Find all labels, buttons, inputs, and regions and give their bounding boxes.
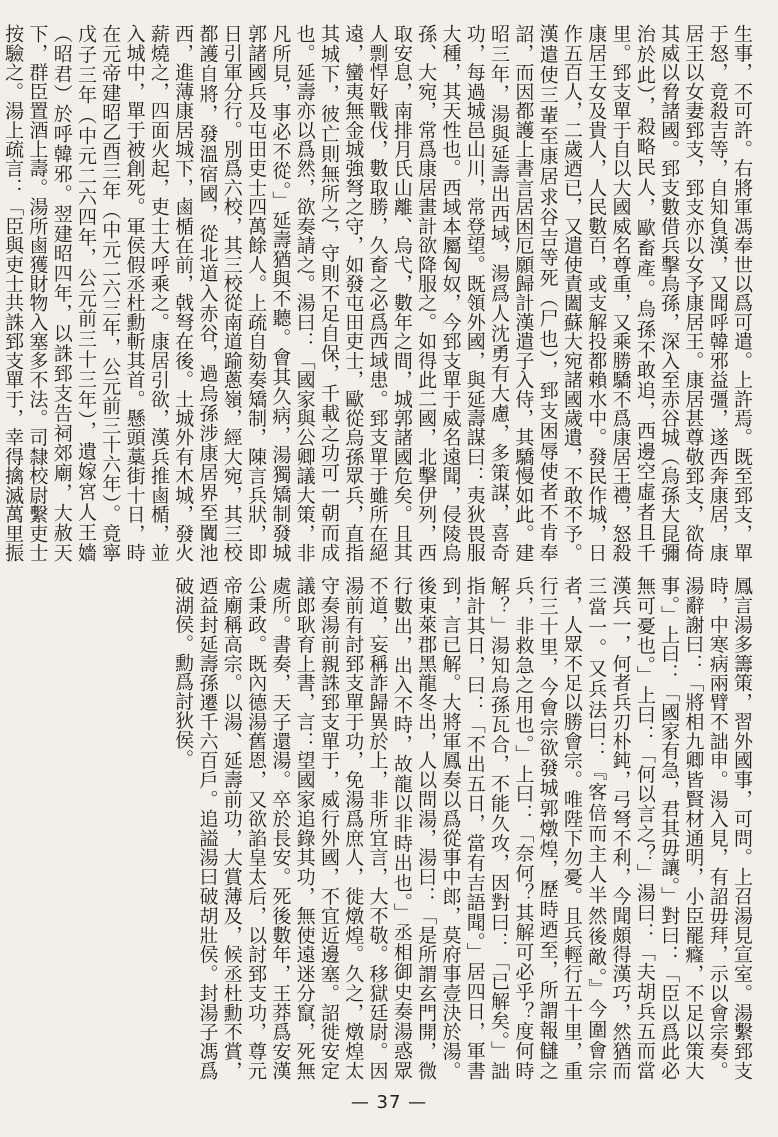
- upper-text-block: 生事，不可許。右將軍馮奉世以爲可遣。上許焉。既至郅支，單于怒，竟殺吉等，自知負漢，又聞呼韓邪益彊，遂西奔康居，康居王以女妻郅支，郅支亦以女予康居王。康居甚尊敬郅支，欲倚其威以脅諸國。郅支數借兵擊烏孫，深入至赤谷城（烏孫大昆彌治於此），殺略民人，歐畜產。烏孫不敢追，西邊空虛者且千里。郅支單于自以大國威名尊重，又乘勝驕不爲康居王禮，怒殺康居王女及貴人，人民數百，或支解投都賴水中。發民作城，日作五百人，二歲迺已，又遣使責闔蘇大宛諸國歲遺，不敢不予。漢遣使三輩至康居求谷吉等死（尸也），郅支困辱使者不肯奉詔，而因都護上書言居困厄願歸計漢遣子入侍，其驕慢如此。建昭三年，湯與延壽出西域，湯爲人沈勇有大慮，多策謀，喜奇功，每過城邑山川，常登望。既領外國，與延壽謀曰：夷狄畏服大種，其天性也。西域本屬匈奴，今郅支單于威名遠聞，侵陵烏孫、大宛，常爲康居畫計欲降服之。如得此二國，北擊伊列，西取安息，南排月氏山離、烏弋，數年之間，城郭諸國危矣。且其人剽悍好戰伐，數取勝，久畜之必爲西域患。郅支單于雖所在絕遠，蠻夷無金城強弩之守，如發屯田吏士，歐從烏孫眾兵，直指其城下，彼亡則無所之，守則不足自保，千載之功可一朝而成也。延壽亦以爲然，欲奏請之。湯曰：「國家與公卿議大策，非凡所見，事必不從。」延壽猶與不聽。會其久病，湯獨矯制發城郭諸國兵及屯田吏士四萬餘人。上疏自劾奏矯制，陳言兵狀，即日引軍分行。別爲六校，其三校從南道踰蔥嶺，經大宛，其三校都護自將，發溫宿國，從北道入赤谷，過烏孫涉康居界至闐池西，進薄康居城下，鹵楯在前，戟弩在後。土城外有木城，發火薪燒之，四面火起，吏士大呼乘之。康居引欲，漢兵推鹵楯，並入城中，單于被創死。軍侯假丞杜勳斬其首。懸頭藁街十日，時在元帝建昭乙酉三年（中元二六三年，公元前三十六年）。竟寧戊子三年（中元二六四年，公元前三十三年），遺嫁宮人王嬙（昭君）於呼韓邪。翌建昭四年，以誅郅支告祠郊廟，大赦天下，群臣置酒上壽。湯所鹵獲財物入塞多不法。司隸校尉繫吏士按驗之。湯上疏言：「臣與吏士共誅郅支單于，幸得擒滅萬里振: [2, 24, 753, 562]
- page-number: — 37 —: [350, 1092, 428, 1113]
- lower-text-block: 鳳言湯多籌策，習外國事，可問。上召湯見宣室。湯繫郅支時，中寒病兩臂不詘申。湯入見，有詔毋拜，示以會宗奏。湯辭謝曰：「將相九卿皆賢材通明，小臣罷癃，不足以策大事。」上曰：「國家有急，君其毋讓。」對曰：「臣以爲此必無可憂也。」上曰：「何以言之？」湯曰：「夫胡兵五而當漢兵一，何者兵刃朴鈍，弓弩不利，今聞頗得漢巧，然猶而三當一。又兵法曰：『客倍而主人半然後敵。』今圍會宗者，人眾不足以勝會宗。唯陛下勿憂。且兵輕行五十里，重行三十里，今會宗欲發城郭燉煌，歷時迺至，所謂報讎之兵，非救急之用也。」上曰：「奈何？其解可必乎？度何時解？」湯知烏孫瓦合，不能久攻，因對曰：「已解矣。」詘指計其日，曰：「不出五日，當有吉語聞。」居四日，軍書到，言已解。大將軍鳳奏以爲從事中郎，莫府事壹決於湯。後東萊郡黑龍冬出，人以問湯，湯曰：「是所謂玄門開，微行數出，出入不時，故龍以非時出也。」丞相御史奏湯惑眾不道，妄稱詐歸異於上，非所宜言，大不敬。移獄廷尉。因湯前有討郅支單于功，免湯爲庶人，徙燉煌。久之，燉煌太守奏湯前親誅郅支單于，威行外國，不宜近邊塞。詔徙安定議郎耿育上書，言：望國家追錄其功，無使遠迷分竄，死無處所。書奏，天子還湯。卒於長安。死後數年，王莽爲安漢公秉政。既內德湯舊恩，又欲諂皇太后，以討郅支功，尊元帝廟稱高宗。以湯、延壽前功，大賞薄及，候丞杜勳不賞，迺益封延壽孫遷千六百戶。追謚湯曰破胡壯侯。封湯子馮爲破湖侯。勳爲討狄侯。: [172, 576, 753, 1080]
